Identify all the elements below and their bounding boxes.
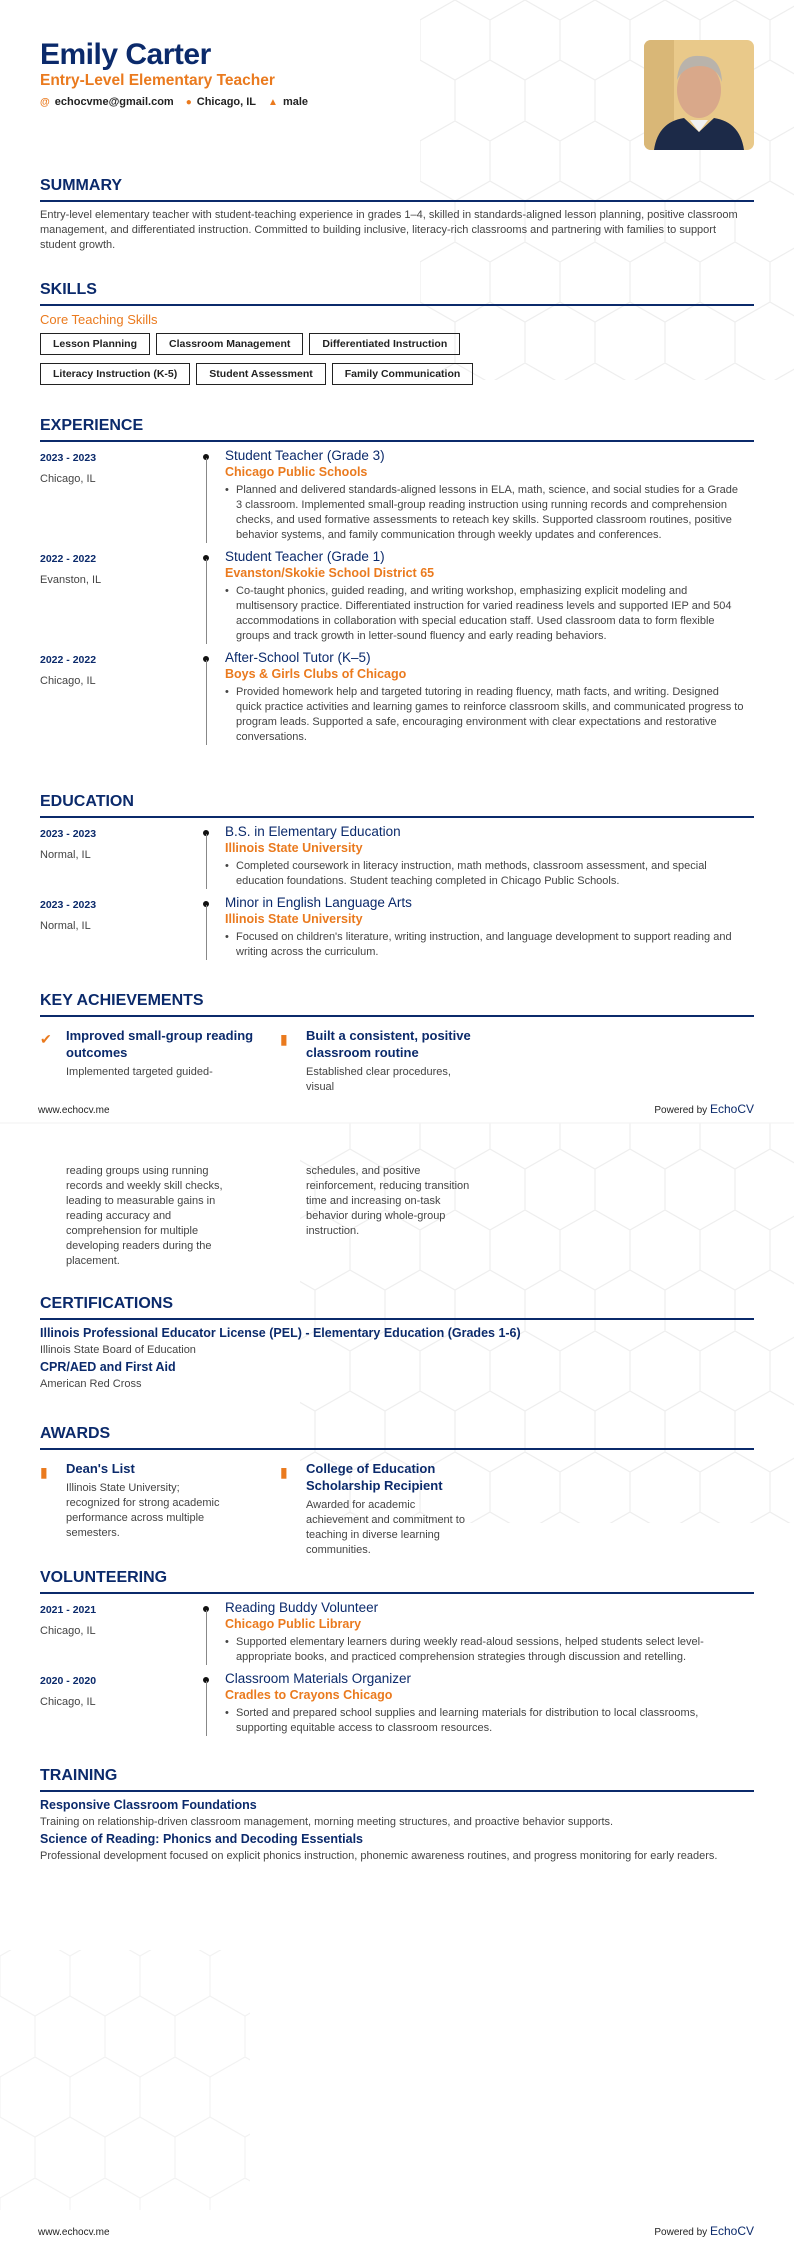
entry-description: • Co-taught phonics, guided reading, and writing workshop, emphasizing explicit modeling and multisensory practice. Differentiated instruction for varied readiness levels and supported IEP and 504 accommodations in collaboration with special education staff. Used classroom data to form flexible groups and track growth in letter-sound fluency and early reading behaviors. bbox=[225, 584, 744, 644]
training-title: Science of Reading: Phonics and Decoding Essentials bbox=[40, 1832, 363, 1846]
education-section bbox=[40, 793, 754, 966]
timeline-line bbox=[206, 660, 207, 745]
education-entry bbox=[40, 895, 754, 960]
timeline-marker bbox=[205, 895, 225, 960]
entry-body bbox=[225, 1671, 754, 1736]
skills-section bbox=[40, 281, 754, 385]
entry-location: Normal, IL bbox=[40, 920, 91, 932]
summary-text: Entry-level elementary teacher with student-teaching experience in grades 1–4, skilled in standards-aligned lesson planning, positive classroom management, and differentiated instruction. Committed to building inclusive, literacy-rich classrooms and partnering with families to support student growth. bbox=[40, 209, 738, 251]
documents-icon: ▮ bbox=[280, 1464, 288, 1480]
volunteering-entry bbox=[40, 1600, 754, 1665]
skill-chip: Lesson Planning bbox=[40, 333, 150, 355]
timeline-marker bbox=[205, 650, 225, 745]
entry-location: Evanston, IL bbox=[40, 574, 102, 586]
contact-info bbox=[40, 96, 308, 108]
timeline-line bbox=[206, 834, 207, 889]
achievement-desc: reading groups using running records and weekly skill checks, leading to measurable gains in reading accuracy and comprehension for multiple developing readers during the placement. bbox=[66, 1165, 223, 1267]
powered-by: Powered by EchoCV bbox=[654, 2224, 754, 2238]
entry-description: • Planned and delivered standards-aligned lessons in ELA, math, science, and social studies for a Grade 3 classroom. Implemented small-group reading instruction using running records and comprehension checks, and used formative assessments to reteach key skills. Supported classroom routines, positive behavior systems, and family communication through weekly updates and conferences. bbox=[225, 483, 744, 543]
achievement-continued-2 bbox=[306, 1160, 471, 1239]
entry-dates: 2020 - 2020 bbox=[40, 1675, 97, 1687]
entry-description: • Provided homework help and targeted tutoring in reading fluency, math facts, and writing. Designed quick practice activities and learning games to reinforce classroom skills, and communicated progress to program leads. Supported a safe, encouraging environment with clear expectations and restorative conversations. bbox=[225, 685, 744, 745]
brand-name: EchoCV bbox=[709, 2224, 754, 2238]
award-title: Dean's List bbox=[66, 1461, 135, 1476]
experience-entry bbox=[40, 448, 754, 543]
section-heading: SKILLS bbox=[40, 281, 754, 306]
entry-meta bbox=[40, 549, 205, 644]
entry-organization: Cradles to Crayons Chicago bbox=[225, 1688, 393, 1702]
experience-section bbox=[40, 417, 754, 751]
job-title: Entry-Level Elementary Teacher bbox=[40, 72, 275, 89]
timeline-line bbox=[206, 1681, 207, 1736]
entry-description: • Completed coursework in literacy instruction, math methods, classroom assessment, and special education foundations. Student teaching completed in Chicago Public Schools. bbox=[225, 859, 744, 889]
certification-issuer: Illinois State Board of Education bbox=[40, 1344, 196, 1356]
section-heading: CERTIFICATIONS bbox=[40, 1295, 754, 1320]
section-heading: SUMMARY bbox=[40, 177, 754, 202]
timeline-line bbox=[206, 559, 207, 644]
entry-meta bbox=[40, 895, 205, 960]
location-pin-icon: ● bbox=[185, 97, 192, 108]
entry-organization: Chicago Public Schools bbox=[225, 465, 368, 479]
award-item bbox=[280, 1460, 500, 1558]
entry-body bbox=[225, 895, 754, 960]
footer-site[interactable]: www.echocv.me bbox=[38, 1105, 110, 1116]
experience-entry bbox=[40, 650, 754, 745]
skill-chip: Family Communication bbox=[332, 363, 474, 385]
awards-section bbox=[40, 1425, 754, 1558]
entry-dates: 2022 - 2022 bbox=[40, 553, 97, 565]
section-heading: VOLUNTEERING bbox=[40, 1569, 754, 1594]
profile-photo bbox=[644, 40, 754, 150]
entry-body bbox=[225, 824, 754, 889]
skill-chips bbox=[40, 333, 500, 385]
entry-body bbox=[225, 650, 754, 745]
section-heading: AWARDS bbox=[40, 1425, 754, 1450]
entry-description: • Focused on children's literature, writing instruction, and language development to support reading and writing across the curriculum. bbox=[225, 930, 744, 960]
location: ● Chicago, IL bbox=[185, 96, 257, 108]
entry-location: Normal, IL bbox=[40, 849, 91, 861]
certifications-section bbox=[40, 1295, 754, 1390]
entry-dates: 2022 - 2022 bbox=[40, 654, 97, 666]
timeline-marker bbox=[205, 549, 225, 644]
entry-body bbox=[225, 1600, 754, 1665]
entry-body bbox=[225, 448, 754, 543]
timeline-marker bbox=[205, 1671, 225, 1736]
skill-chip: Classroom Management bbox=[156, 333, 303, 355]
document-icon: ▮ bbox=[280, 1031, 288, 1047]
timeline-marker bbox=[205, 448, 225, 543]
gender: ▲ male bbox=[268, 96, 309, 108]
certification-title: CPR/AED and First Aid bbox=[40, 1360, 176, 1374]
entry-dates: 2023 - 2023 bbox=[40, 452, 97, 464]
training-desc: Professional development focused on explicit phonics instruction, phonemic awareness routines, and progress monitoring for early readers. bbox=[40, 1850, 718, 1862]
entry-meta bbox=[40, 1600, 205, 1665]
achievement-item bbox=[280, 1027, 500, 1095]
entry-role: Minor in English Language Arts bbox=[225, 895, 412, 910]
entry-dates: 2021 - 2021 bbox=[40, 1604, 97, 1616]
volunteering-section bbox=[40, 1569, 754, 1742]
entry-role: After-School Tutor (K–5) bbox=[225, 650, 371, 665]
skill-group-label: Core Teaching Skills bbox=[40, 312, 158, 327]
entry-role: Classroom Materials Organizer bbox=[225, 1671, 412, 1686]
experience-entry bbox=[40, 549, 754, 644]
volunteering-entry bbox=[40, 1671, 754, 1736]
entry-organization: Illinois State University bbox=[225, 841, 363, 855]
entry-meta bbox=[40, 448, 205, 543]
at-icon: @ bbox=[40, 97, 50, 108]
entry-role: B.S. in Elementary Education bbox=[225, 824, 401, 839]
brand-name: EchoCV bbox=[709, 1102, 754, 1116]
award-desc: Awarded for academic achievement and commitment to teaching in diverse learning communities. bbox=[306, 1499, 465, 1556]
entry-location: Chicago, IL bbox=[40, 1625, 96, 1637]
section-heading: KEY ACHIEVEMENTS bbox=[40, 992, 754, 1017]
certification-issuer: American Red Cross bbox=[40, 1378, 142, 1390]
certification-title: Illinois Professional Educator License (PEL) - Elementary Education (Grades 1-6) bbox=[40, 1326, 521, 1340]
timeline-marker bbox=[205, 824, 225, 889]
achievement-continued-1 bbox=[66, 1160, 231, 1269]
entry-meta bbox=[40, 824, 205, 889]
footer-site[interactable]: www.echocv.me bbox=[38, 2227, 110, 2238]
entry-description: • Supported elementary learners during weekly read-aloud sessions, helped students select level-appropriate books, and practiced comprehension strategies through discussion and retelling. bbox=[225, 1635, 744, 1665]
powered-by: Powered by EchoCV bbox=[654, 1102, 754, 1116]
entry-location: Chicago, IL bbox=[40, 473, 96, 485]
achievement-desc: schedules, and positive reinforcement, reducing transition time and increasing on-task behavior during whole-group instruction. bbox=[306, 1165, 470, 1237]
person-icon: ▲ bbox=[268, 97, 278, 108]
timeline-marker bbox=[205, 1600, 225, 1665]
entry-organization: Illinois State University bbox=[225, 912, 363, 926]
achievement-title: Improved small-group reading outcomes bbox=[66, 1028, 254, 1060]
entry-location: Chicago, IL bbox=[40, 1696, 96, 1708]
achievements-section bbox=[40, 992, 754, 1095]
skill-chip: Literacy Instruction (K-5) bbox=[40, 363, 190, 385]
timeline-line bbox=[206, 905, 207, 960]
achievement-item bbox=[40, 1027, 260, 1095]
entry-body bbox=[225, 549, 754, 644]
entry-meta bbox=[40, 1671, 205, 1736]
section-heading: EDUCATION bbox=[40, 793, 754, 818]
entry-organization: Evanston/Skokie School District 65 bbox=[225, 566, 435, 580]
award-item bbox=[40, 1460, 260, 1558]
education-entry bbox=[40, 824, 754, 889]
entry-organization: Boys & Girls Clubs of Chicago bbox=[225, 667, 407, 681]
entry-role: Student Teacher (Grade 3) bbox=[225, 448, 385, 463]
entry-location: Chicago, IL bbox=[40, 675, 96, 687]
timeline-line bbox=[206, 458, 207, 543]
training-section bbox=[40, 1767, 754, 1862]
entry-organization: Chicago Public Library bbox=[225, 1617, 362, 1631]
achievement-title: Built a consistent, positive classroom routine bbox=[306, 1028, 471, 1060]
entry-role: Student Teacher (Grade 1) bbox=[225, 549, 385, 564]
summary-section bbox=[40, 177, 754, 253]
award-title: College of Education Scholarship Recipient bbox=[306, 1461, 443, 1493]
skill-chip: Differentiated Instruction bbox=[309, 333, 460, 355]
achievement-desc: Implemented targeted guided- bbox=[66, 1066, 213, 1078]
section-heading: TRAINING bbox=[40, 1767, 754, 1792]
section-heading: EXPERIENCE bbox=[40, 417, 754, 442]
award-desc: Illinois State University; recognized for strong academic performance across multiple semesters. bbox=[66, 1482, 220, 1539]
entry-meta bbox=[40, 650, 205, 745]
timeline-line bbox=[206, 1610, 207, 1665]
entry-dates: 2023 - 2023 bbox=[40, 828, 97, 840]
email[interactable]: @ echocvme@gmail.com bbox=[40, 96, 174, 108]
entry-description: • Sorted and prepared school supplies and learning materials for distribution to local classrooms, supporting equitable access to classroom resources. bbox=[225, 1706, 744, 1736]
candidate-name: Emily Carter bbox=[40, 38, 211, 71]
document-check-icon: ▮ bbox=[40, 1464, 48, 1480]
check-circle-icon: ✔ bbox=[40, 1031, 52, 1047]
skill-chip: Student Assessment bbox=[196, 363, 325, 385]
training-desc: Training on relationship-driven classroom management, morning meeting structures, and proactive behavior supports. bbox=[40, 1816, 614, 1828]
achievement-desc: Established clear procedures, visual bbox=[306, 1066, 451, 1093]
training-title: Responsive Classroom Foundations bbox=[40, 1798, 257, 1812]
entry-role: Reading Buddy Volunteer bbox=[225, 1600, 379, 1615]
entry-dates: 2023 - 2023 bbox=[40, 899, 97, 911]
